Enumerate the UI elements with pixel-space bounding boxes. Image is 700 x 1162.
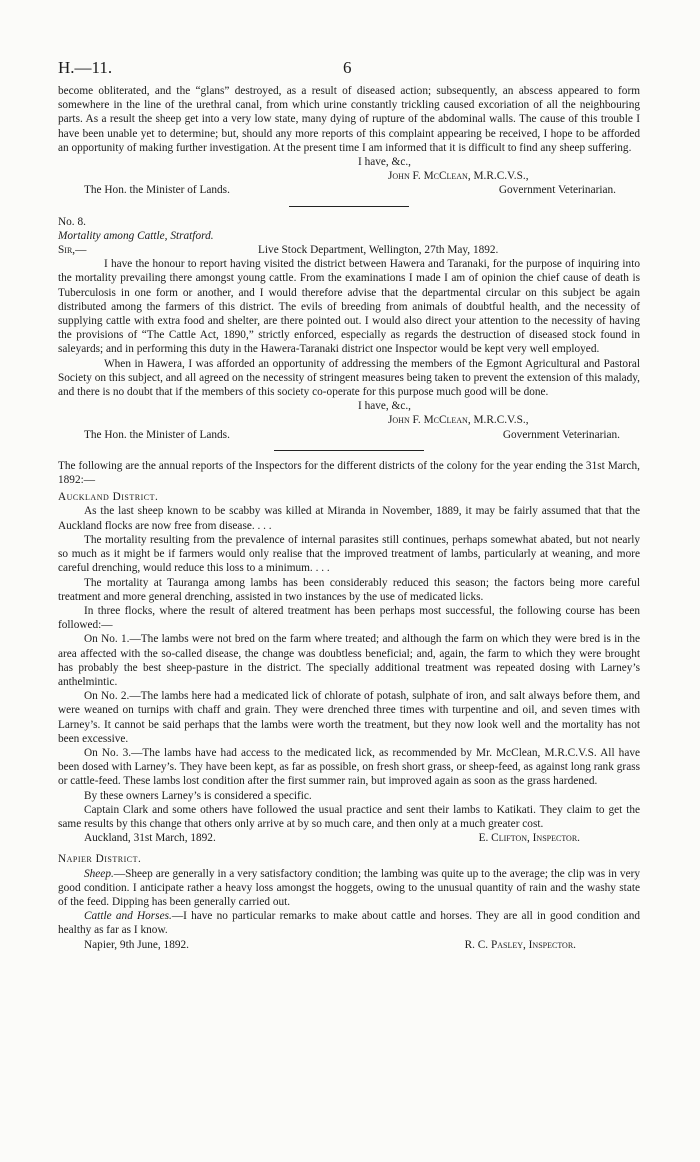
letter-number: No. 8. — [58, 215, 86, 228]
address-row — [58, 183, 640, 197]
section-divider — [289, 206, 409, 207]
report-paragraph: Captain Clark and some others have followed the usual practice and sent their lambs to Katikati. They claim to get the same results by this change that others only arrive at by so much care, and then only at a much greater cost. — [58, 803, 640, 830]
addressee: The Hon. the Minister of Lands. — [84, 428, 230, 441]
report-paragraph: In three flocks, where the result of altered treatment has been perhaps most successful, the following course has been followed:— — [58, 604, 640, 632]
district-heading-auckland: Auckland District. — [58, 491, 159, 504]
report-paragraph: On No. 3.—The lambs have had access to the medicated lick, as recommended by Mr. McClean, M.R.C.V.S. All have been dosed with Larney’s. They have been kept, as far as possible, on fresh short grass, or sheep-feed, as against long rank grass or cattle-feed. These lambs lost condition after the first summer rain, but improved again as soon as the grass hardened. — [58, 746, 640, 788]
sheep-text: —Sheep are generally in a very satisfactory condition; the lambing was quite up to the average; the clip was in very good condition. I anticipate rather a heavy loss amongst the hoggets, owing to the unusual quantity of rain and the washy state of the feed. Dipping has been generally carried out. — [58, 867, 640, 908]
signer-name: John F. McClean, M.R.C.V.S., — [388, 414, 529, 427]
report-code: H.—11. — [58, 58, 113, 77]
inspector-signature: E. Clifton, Inspector. — [478, 832, 580, 845]
place-date: Napier, 9th June, 1892. — [84, 938, 189, 951]
intro-paragraph: The following are the annual reports of the Inspectors for the different districts of the colony for the year ending the 31st March, 1892:— — [58, 459, 640, 487]
cattle-text: —I have no particular remarks to make about cattle and horses. They are all in good condition and healthy as far as I know. — [58, 910, 640, 937]
report-paragraph: The mortality at Tauranga among lambs has been considerably reduced this season; the factors being more careful treatment and more general drenching, assisted in two instances by the use of medicated licks. — [58, 576, 640, 603]
closing: I have, &c., — [358, 400, 412, 413]
report-paragraph — [58, 909, 640, 937]
salutation: Sir,— — [58, 244, 87, 257]
continued-paragraph: become obliterated, and the “glans” destroyed, as a result of diseased action; subsequently, an abscess appeared to form somewhere in the line of the urethral canal, from which urine constantly trickling caused excoriation of all the neighbouring parts. As a result the sheep get into a very low state, many dying of rupture of the abdominal walls. The cause of this trouble I have been unable yet to determine; but, should any more reports of this complaint appearing be received, I hope to be afforded an opportunity of making further investigation. At the present time I am informed that it is difficult to find any sheep suffering. — [58, 85, 640, 154]
report-signature-row — [58, 938, 640, 952]
report-signature-row — [58, 831, 640, 845]
section-divider — [274, 450, 424, 451]
sheep-label: Sheep. — [84, 867, 114, 880]
place-date: Auckland, 31st March, 1892. — [84, 832, 216, 845]
page-number: 6 — [343, 58, 352, 77]
signer-title: Government Veterinarian. — [498, 184, 616, 197]
report-paragraph — [58, 867, 640, 910]
page-body — [58, 84, 640, 952]
letter-paragraph: When in Hawera, I was afforded an opportunity of addressing the members of the Egmont Agricultural and Pastoral Society on this subject, and all agreed on the necessity of stringent measures being taken to prevent the extension of this malady, and there is no doubt that if the members of this society co-operate for this purpose much good will be done. — [58, 357, 640, 399]
report-paragraph: By these owners Larney’s is considered a specific. — [84, 789, 312, 802]
report-paragraph: On No. 2.—The lambs here had a medicated lick of chlorate of potash, sulphate of iron, and salt always before them, and were weaned on turnips with chaff and grain. They were drenched three times with turpentine and oil, and seven times with Larney’s. It cannot be said perhaps that the lambs were worth the treatment, but they now look well and the mortality has not been excessive. — [58, 690, 640, 745]
closing: I have, &c., — [358, 156, 412, 169]
cattle-label: Cattle and Horses. — [84, 910, 172, 923]
addressee: The Hon. the Minister of Lands. — [84, 184, 230, 197]
report-paragraph: As the last sheep known to be scabby was killed at Miranda in November, 1889, it may be fairly assumed that that the Auckland flocks are now free from disease. . . . — [58, 505, 640, 532]
letter-paragraph: I have the honour to report having visited the district between Hawera and Taranaki, for the purpose of inquiring into the mortality prevailing there amongst young cattle. From the examinations I made I am of opinion the chief cause of death is Tuberculosis in one form or another, and I would therefore advise that the departmental circular on this subject be again distributed among the farmers of this district. The evils of breeding from animals of doubtful health, and the necessity of supplying cattle with extra food and shelter, are there pointed out. I would also direct your attention to the necessity of having the provisions of “The Cattle Act, 1890,” strictly enforced, especially as regards the destruction of diseased stock found in saleyards; and in performing this duty in the Hawera-Taranaki district one Inspector would be kept very well employed. — [58, 258, 640, 356]
report-paragraph: On No. 1.—The lambs were not bred on the farm where treated; and although the farm on which they were bred is in the area affected with the so-called disease, the change was doubtless beneficial; and, again, the farm to which they were brought has probably the best sheep-pasture in the district. The specially additional treatment was repeated dosing with Larney’s anthelmintic. — [58, 633, 640, 688]
signer-title: Government Veterinarian. — [502, 428, 620, 441]
address-row — [58, 428, 640, 442]
report-paragraph: The mortality resulting from the prevalence of internal parasites still continues, perhaps somewhat abated, but not nearly so much as it might be if farmers would only realise that the improved treatment of lambs, particularly at weaning, and more careful drenching, would reduce this loss to a minimum. . . . — [58, 533, 640, 575]
dateline: Live Stock Department, Wellington, 27th May, 1892. — [258, 244, 499, 257]
letter-title: Mortality among Cattle, Stratford. — [58, 229, 214, 242]
signer-name: John F. McClean, M.R.C.V.S., — [388, 170, 529, 183]
salutation-row — [58, 243, 640, 257]
inspector-signature: R. C. Pasley, Inspector. — [464, 938, 576, 951]
district-heading-napier: Napier District. — [58, 853, 142, 866]
